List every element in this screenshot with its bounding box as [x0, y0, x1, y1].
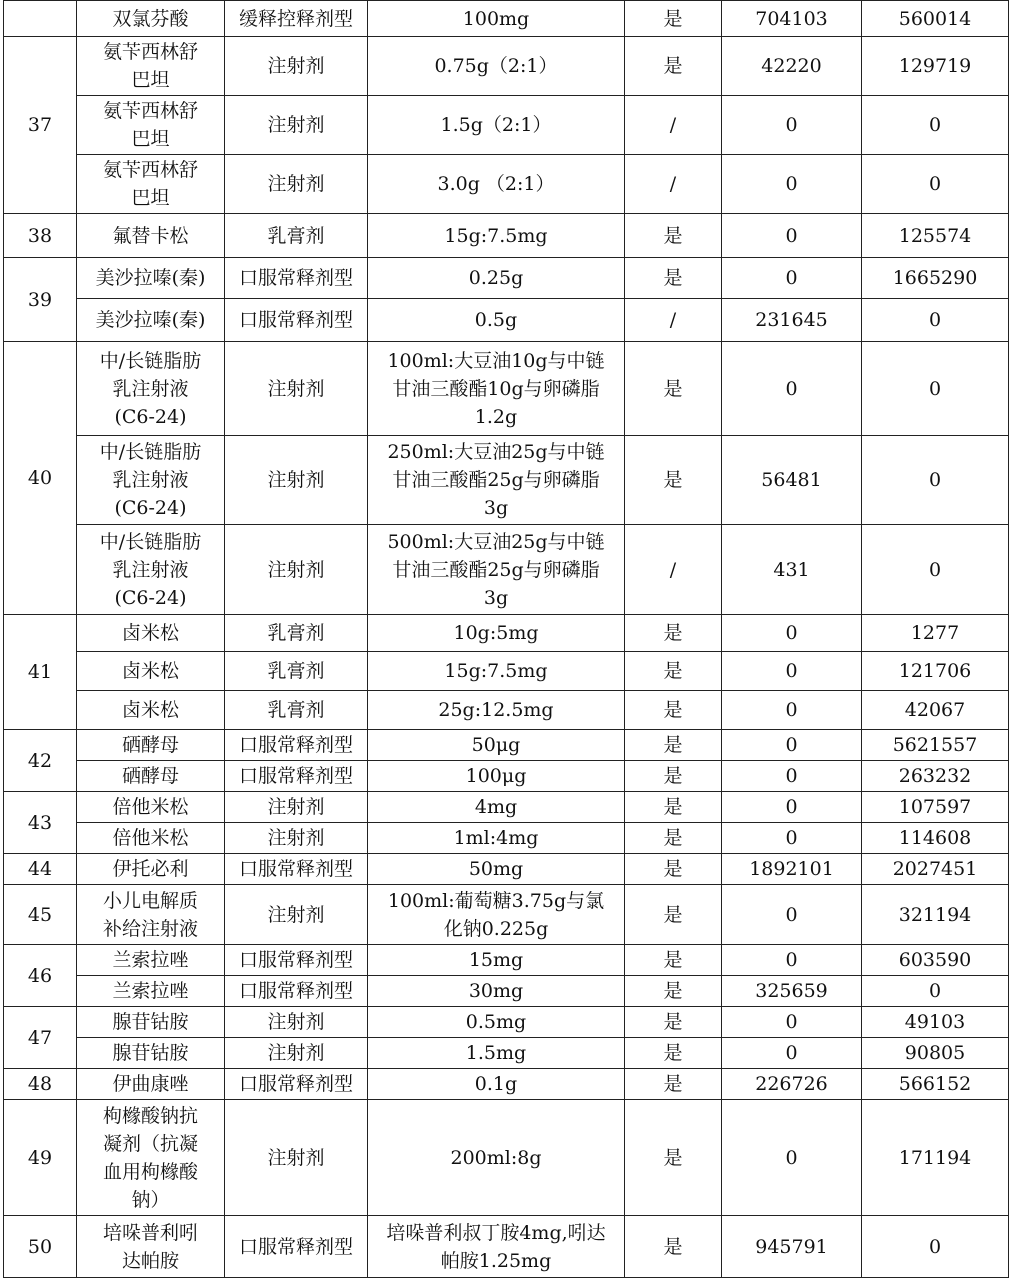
- value-2-cell: 0: [862, 976, 1009, 1007]
- drug-name-cell: 双氯芬酸: [77, 1, 225, 37]
- flag-cell: /: [625, 525, 722, 615]
- specification-cell: 0.5g: [368, 299, 625, 342]
- flag-cell: 是: [625, 730, 722, 761]
- specification-cell: 50mg: [368, 854, 625, 885]
- value-2-cell: 566152: [862, 1069, 1009, 1100]
- table-row: [4, 299, 1009, 342]
- value-2-cell: 125574: [862, 214, 1009, 258]
- flag-cell: /: [625, 96, 722, 155]
- value-2-cell: 49103: [862, 1007, 1009, 1038]
- value-1-cell: 704103: [722, 1, 862, 37]
- flag-cell: 是: [625, 214, 722, 258]
- table-row: [4, 258, 1009, 299]
- table-row: [4, 615, 1009, 652]
- flag-cell: 是: [625, 792, 722, 823]
- table-row: [4, 1, 1009, 37]
- value-1-cell: 42220: [722, 37, 862, 96]
- dosage-form-cell: 缓释控释剂型: [225, 1, 368, 37]
- drug-name-cell: 卤米松: [77, 691, 225, 730]
- value-2-cell: 121706: [862, 652, 1009, 691]
- value-2-cell: 171194: [862, 1100, 1009, 1216]
- table-row: [4, 1038, 1009, 1069]
- table-row: [4, 155, 1009, 214]
- dosage-form-cell: 口服常释剂型: [225, 945, 368, 976]
- dosage-form-cell: 注射剂: [225, 1007, 368, 1038]
- drug-name-cell: 氨苄西林舒巴坦: [77, 155, 225, 214]
- value-2-cell: 0: [862, 1216, 1009, 1278]
- flag-cell: 是: [625, 342, 722, 436]
- specification-cell: 0.1g: [368, 1069, 625, 1100]
- specification-cell: 15g:7.5mg: [368, 652, 625, 691]
- table-row: [4, 214, 1009, 258]
- item-number-cell: 44: [4, 854, 77, 885]
- specification-cell: 4mg: [368, 792, 625, 823]
- item-number-cell: 50: [4, 1216, 77, 1278]
- dosage-form-cell: 注射剂: [225, 155, 368, 214]
- table-row: [4, 945, 1009, 976]
- drug-table-body: [4, 1, 1009, 1278]
- drug-name-cell: 氟替卡松: [77, 214, 225, 258]
- specification-cell: 100ml:葡萄糖3.75g与氯化钠0.225g: [368, 885, 625, 945]
- drug-name-cell: 中/长链脂肪乳注射液(C6-24): [77, 436, 225, 525]
- specification-cell: 25g:12.5mg: [368, 691, 625, 730]
- flag-cell: /: [625, 155, 722, 214]
- drug-name-cell: 小儿电解质补给注射液: [77, 885, 225, 945]
- flag-cell: 是: [625, 258, 722, 299]
- value-1-cell: 231645: [722, 299, 862, 342]
- value-1-cell: 0: [722, 885, 862, 945]
- dosage-form-cell: 注射剂: [225, 436, 368, 525]
- drug-name-cell: 中/长链脂肪乳注射液(C6-24): [77, 342, 225, 436]
- value-1-cell: 0: [722, 823, 862, 854]
- value-1-cell: 0: [722, 945, 862, 976]
- table-row: [4, 1216, 1009, 1278]
- item-number-cell: 39: [4, 258, 77, 342]
- drug-name-cell: 倍他米松: [77, 792, 225, 823]
- flag-cell: 是: [625, 823, 722, 854]
- specification-cell: 1ml:4mg: [368, 823, 625, 854]
- drug-name-cell: 兰索拉唑: [77, 976, 225, 1007]
- value-1-cell: 431: [722, 525, 862, 615]
- table-row: [4, 37, 1009, 96]
- item-number-cell: 48: [4, 1069, 77, 1100]
- drug-name-cell: 培哚普利吲达帕胺: [77, 1216, 225, 1278]
- flag-cell: 是: [625, 1069, 722, 1100]
- value-1-cell: 226726: [722, 1069, 862, 1100]
- item-number-cell: 47: [4, 1007, 77, 1069]
- flag-cell: 是: [625, 854, 722, 885]
- value-1-cell: 0: [722, 214, 862, 258]
- flag-cell: 是: [625, 1100, 722, 1216]
- dosage-form-cell: 乳膏剂: [225, 214, 368, 258]
- drug-name-cell: 美沙拉嗪(秦): [77, 258, 225, 299]
- drug-name-cell: 枸橼酸钠抗凝剂（抗凝血用枸橼酸钠）: [77, 1100, 225, 1216]
- table-row: [4, 525, 1009, 615]
- flag-cell: 是: [625, 37, 722, 96]
- table-row: [4, 730, 1009, 761]
- dosage-form-cell: 注射剂: [225, 342, 368, 436]
- value-2-cell: 0: [862, 525, 1009, 615]
- drug-name-cell: 硒酵母: [77, 730, 225, 761]
- drug-name-cell: 腺苷钴胺: [77, 1007, 225, 1038]
- specification-cell: 培哚普利叔丁胺4mg,吲达帕胺1.25mg: [368, 1216, 625, 1278]
- value-2-cell: 5621557: [862, 730, 1009, 761]
- drug-name-cell: 卤米松: [77, 615, 225, 652]
- dosage-form-cell: 口服常释剂型: [225, 976, 368, 1007]
- table-row: [4, 792, 1009, 823]
- drug-name-cell: 伊托必利: [77, 854, 225, 885]
- flag-cell: 是: [625, 652, 722, 691]
- value-2-cell: 0: [862, 96, 1009, 155]
- item-number-cell: 37: [4, 37, 77, 214]
- drug-name-cell: 氨苄西林舒巴坦: [77, 96, 225, 155]
- dosage-form-cell: 乳膏剂: [225, 615, 368, 652]
- dosage-form-cell: 注射剂: [225, 525, 368, 615]
- specification-cell: 0.75g（2:1）: [368, 37, 625, 96]
- value-1-cell: 325659: [722, 976, 862, 1007]
- dosage-form-cell: 口服常释剂型: [225, 761, 368, 792]
- drug-name-cell: 卤米松: [77, 652, 225, 691]
- value-1-cell: 0: [722, 730, 862, 761]
- dosage-form-cell: 注射剂: [225, 792, 368, 823]
- item-number-cell: 43: [4, 792, 77, 854]
- value-2-cell: 1665290: [862, 258, 1009, 299]
- drug-name-cell: 腺苷钴胺: [77, 1038, 225, 1069]
- table-row: [4, 885, 1009, 945]
- specification-cell: 10g:5mg: [368, 615, 625, 652]
- drug-name-cell: 中/长链脂肪乳注射液(C6-24): [77, 525, 225, 615]
- value-1-cell: 0: [722, 691, 862, 730]
- value-1-cell: 0: [722, 761, 862, 792]
- flag-cell: 是: [625, 1038, 722, 1069]
- flag-cell: 是: [625, 885, 722, 945]
- table-row: [4, 823, 1009, 854]
- value-2-cell: 107597: [862, 792, 1009, 823]
- dosage-form-cell: 注射剂: [225, 37, 368, 96]
- dosage-form-cell: 注射剂: [225, 96, 368, 155]
- specification-cell: 0.5mg: [368, 1007, 625, 1038]
- value-2-cell: 0: [862, 342, 1009, 436]
- dosage-form-cell: 口服常释剂型: [225, 258, 368, 299]
- dosage-form-cell: 注射剂: [225, 1038, 368, 1069]
- specification-cell: 100mg: [368, 1, 625, 37]
- value-2-cell: 0: [862, 436, 1009, 525]
- flag-cell: 是: [625, 691, 722, 730]
- drug-name-cell: 倍他米松: [77, 823, 225, 854]
- specification-cell: 100ml:大豆油10g与中链甘油三酸酯10g与卵磷脂1.2g: [368, 342, 625, 436]
- flag-cell: 是: [625, 1216, 722, 1278]
- specification-cell: 15mg: [368, 945, 625, 976]
- table-row: [4, 96, 1009, 155]
- value-2-cell: 42067: [862, 691, 1009, 730]
- flag-cell: 是: [625, 615, 722, 652]
- value-1-cell: 0: [722, 1038, 862, 1069]
- specification-cell: 250ml:大豆油25g与中链甘油三酸酯25g与卵磷脂3g: [368, 436, 625, 525]
- value-2-cell: 0: [862, 155, 1009, 214]
- value-1-cell: 0: [722, 652, 862, 691]
- value-1-cell: 0: [722, 342, 862, 436]
- value-1-cell: 0: [722, 1007, 862, 1038]
- flag-cell: 是: [625, 761, 722, 792]
- item-number-cell: 40: [4, 342, 77, 615]
- drug-name-cell: 氨苄西林舒巴坦: [77, 37, 225, 96]
- drug-name-cell: 兰索拉唑: [77, 945, 225, 976]
- drug-name-cell: 美沙拉嗪(秦): [77, 299, 225, 342]
- dosage-form-cell: 注射剂: [225, 1100, 368, 1216]
- table-row: [4, 761, 1009, 792]
- value-1-cell: 0: [722, 615, 862, 652]
- table-row: [4, 342, 1009, 436]
- dosage-form-cell: 口服常释剂型: [225, 1069, 368, 1100]
- value-1-cell: 0: [722, 1100, 862, 1216]
- item-number-cell: [4, 1, 77, 37]
- specification-cell: 15g:7.5mg: [368, 214, 625, 258]
- specification-cell: 500ml:大豆油25g与中链甘油三酸酯25g与卵磷脂3g: [368, 525, 625, 615]
- drug-name-cell: 硒酵母: [77, 761, 225, 792]
- specification-cell: 3.0g （2:1）: [368, 155, 625, 214]
- dosage-form-cell: 口服常释剂型: [225, 854, 368, 885]
- specification-cell: 50μg: [368, 730, 625, 761]
- table-row: [4, 854, 1009, 885]
- flag-cell: /: [625, 299, 722, 342]
- item-number-cell: 38: [4, 214, 77, 258]
- table-row: [4, 436, 1009, 525]
- item-number-cell: 45: [4, 885, 77, 945]
- value-2-cell: 321194: [862, 885, 1009, 945]
- table-row: [4, 1069, 1009, 1100]
- value-1-cell: 945791: [722, 1216, 862, 1278]
- dosage-form-cell: 乳膏剂: [225, 691, 368, 730]
- value-1-cell: 0: [722, 155, 862, 214]
- dosage-form-cell: 注射剂: [225, 823, 368, 854]
- value-2-cell: 560014: [862, 1, 1009, 37]
- table-row: [4, 652, 1009, 691]
- table-row: [4, 691, 1009, 730]
- flag-cell: 是: [625, 976, 722, 1007]
- specification-cell: 0.25g: [368, 258, 625, 299]
- value-2-cell: 129719: [862, 37, 1009, 96]
- table-row: [4, 976, 1009, 1007]
- flag-cell: 是: [625, 945, 722, 976]
- value-2-cell: 2027451: [862, 854, 1009, 885]
- value-1-cell: 0: [722, 792, 862, 823]
- value-1-cell: 0: [722, 96, 862, 155]
- value-1-cell: 0: [722, 258, 862, 299]
- specification-cell: 1.5g（2:1）: [368, 96, 625, 155]
- specification-cell: 30mg: [368, 976, 625, 1007]
- value-2-cell: 0: [862, 299, 1009, 342]
- dosage-form-cell: 口服常释剂型: [225, 730, 368, 761]
- specification-cell: 200ml:8g: [368, 1100, 625, 1216]
- specification-cell: 1.5mg: [368, 1038, 625, 1069]
- flag-cell: 是: [625, 436, 722, 525]
- dosage-form-cell: 乳膏剂: [225, 652, 368, 691]
- item-number-cell: 41: [4, 615, 77, 730]
- dosage-form-cell: 口服常释剂型: [225, 1216, 368, 1278]
- drug-name-cell: 伊曲康唑: [77, 1069, 225, 1100]
- drug-table: [3, 0, 1009, 1278]
- item-number-cell: 42: [4, 730, 77, 792]
- dosage-form-cell: 口服常释剂型: [225, 299, 368, 342]
- value-2-cell: 1277: [862, 615, 1009, 652]
- table-row: [4, 1007, 1009, 1038]
- table-row: [4, 1100, 1009, 1216]
- flag-cell: 是: [625, 1007, 722, 1038]
- flag-cell: 是: [625, 1, 722, 37]
- dosage-form-cell: 注射剂: [225, 885, 368, 945]
- value-1-cell: 56481: [722, 436, 862, 525]
- item-number-cell: 46: [4, 945, 77, 1007]
- value-1-cell: 1892101: [722, 854, 862, 885]
- value-2-cell: 603590: [862, 945, 1009, 976]
- value-2-cell: 263232: [862, 761, 1009, 792]
- value-2-cell: 90805: [862, 1038, 1009, 1069]
- value-2-cell: 114608: [862, 823, 1009, 854]
- item-number-cell: 49: [4, 1100, 77, 1216]
- specification-cell: 100μg: [368, 761, 625, 792]
